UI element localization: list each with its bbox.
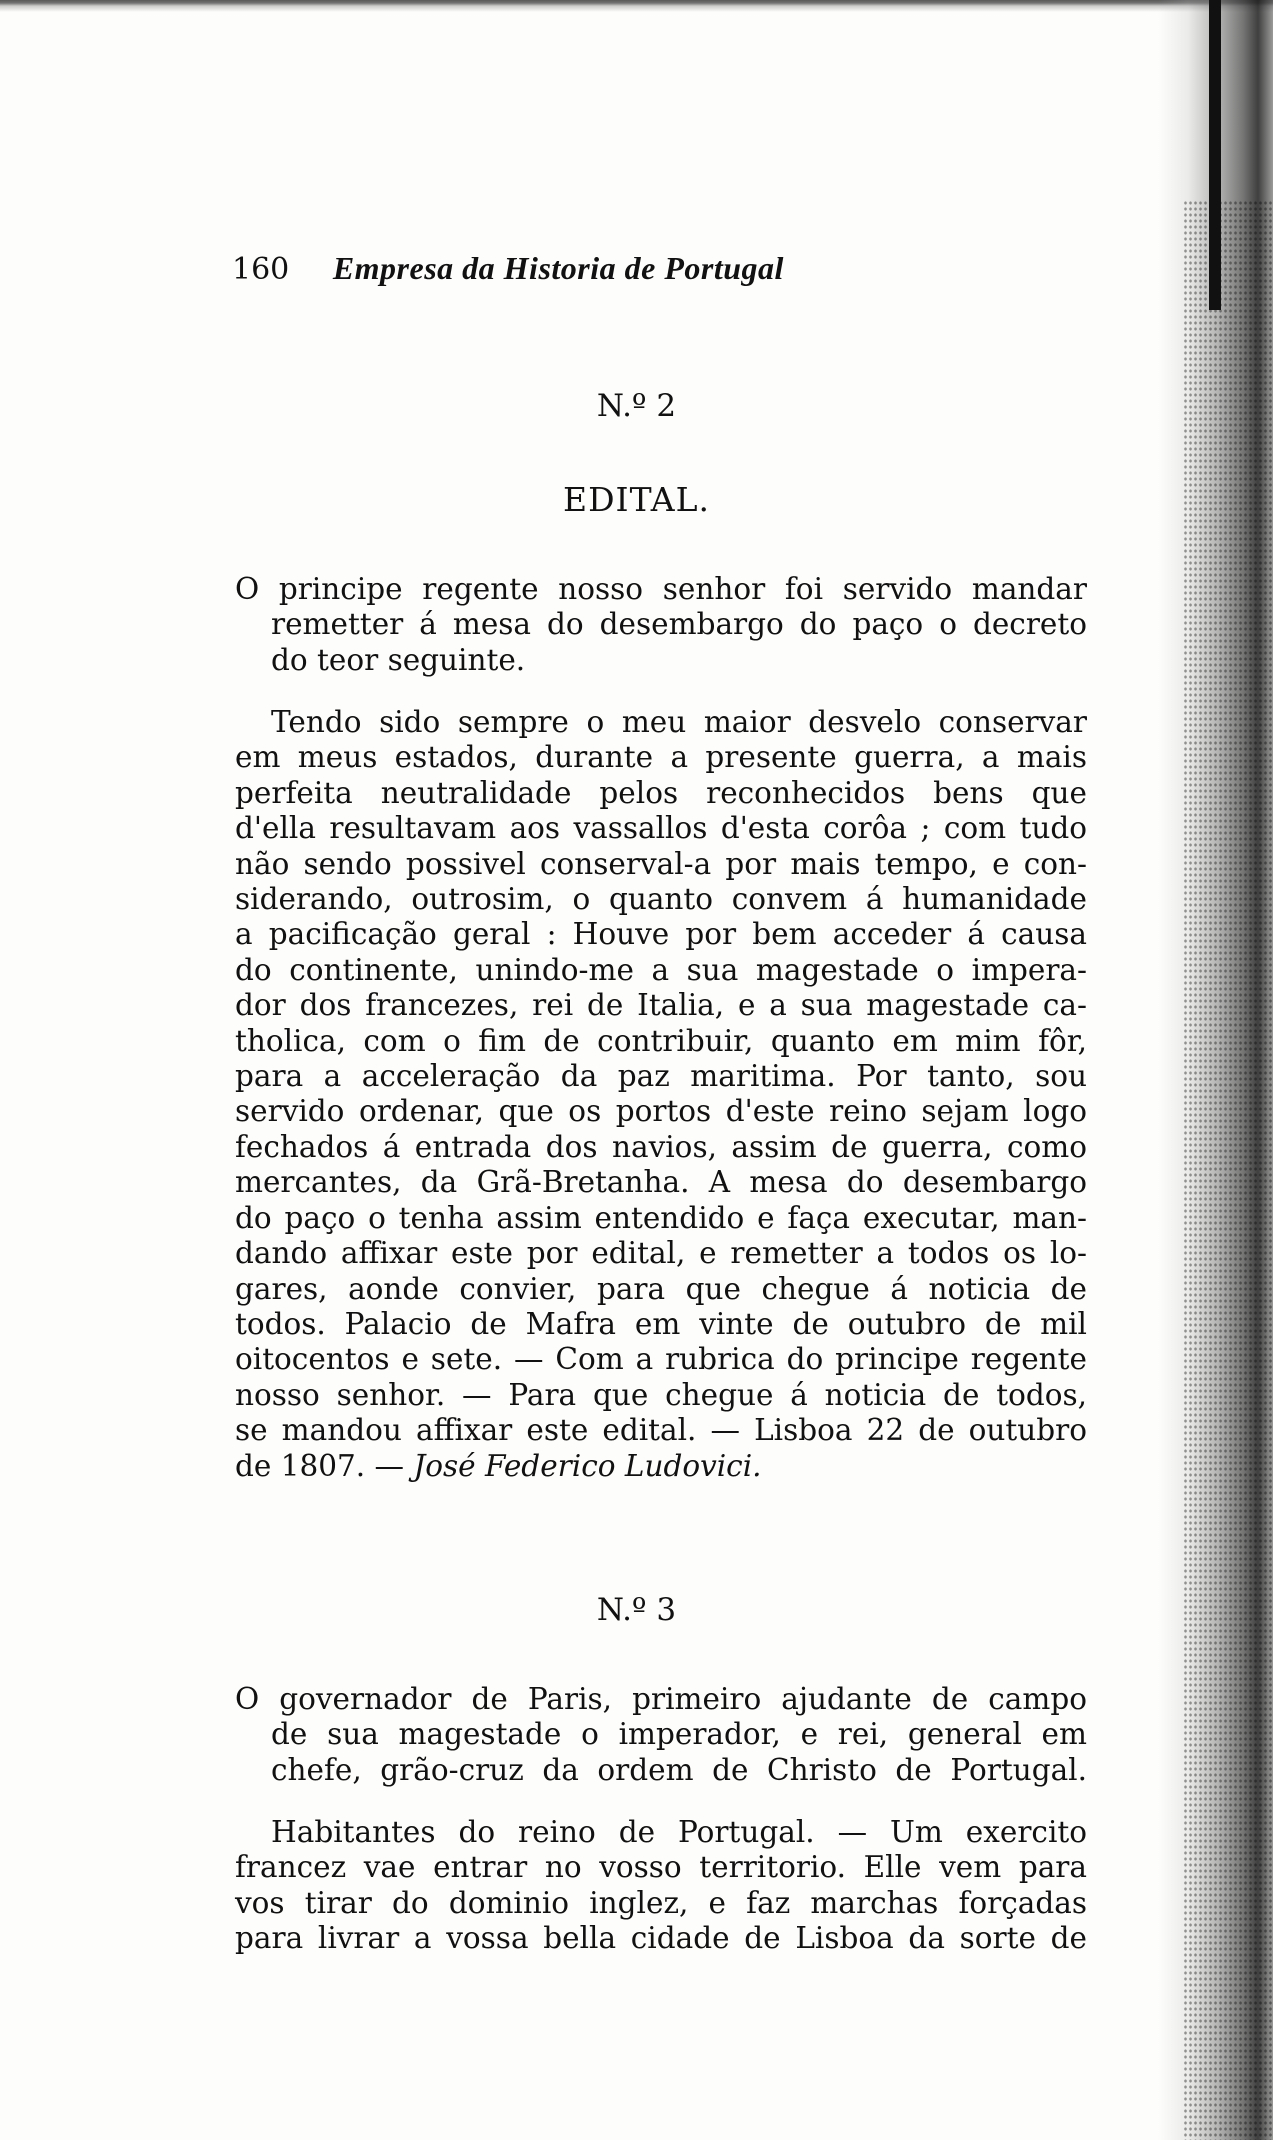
doc2-body-line: mercantes, da Grã-Bretanha. A mesa do desembargo bbox=[235, 1165, 1087, 1200]
document-number-2: N.º 2 bbox=[596, 388, 677, 424]
doc2-signature: José Federico Ludovici. bbox=[413, 1448, 762, 1483]
doc2-body-line: servido ordenar, que os portos d'este reino sejam logo bbox=[235, 1094, 1087, 1129]
doc2-body-line: do paço o tenha assim entendido e faça executar, man- bbox=[235, 1200, 1087, 1235]
doc3-body-line: Habitantes do reino de Portugal. — Um exercito bbox=[271, 1815, 1087, 1849]
doc2-intro-line: do teor seguinte. bbox=[271, 642, 526, 677]
doc2-body-line: a pacificação geral : Houve por bem acceder á causa bbox=[235, 917, 1087, 952]
page-number: 160 bbox=[232, 252, 290, 287]
doc3-body-line: vos tirar do dominio inglez, e faz marchas forçadas bbox=[235, 1885, 1087, 1920]
doc2-body-line: Tendo sido sempre o meu maior desvelo conservar bbox=[271, 705, 1087, 739]
doc2-body-line: não sendo possivel conserval-a por mais tempo, e con- bbox=[235, 846, 1087, 881]
doc2-body-line: gares, aonde convier, para que chegue á noticia de bbox=[235, 1271, 1087, 1306]
running-header bbox=[232, 250, 784, 287]
doc2-closing-line bbox=[235, 1449, 1087, 1484]
doc3-proclamation-body bbox=[235, 1815, 1087, 1957]
doc3-body-line: para livrar a vossa bella cidade de Lisboa da sorte de bbox=[235, 1921, 1087, 1956]
page-top-edge bbox=[0, 0, 1273, 12]
doc2-date-prefix: de 1807. — bbox=[235, 1448, 414, 1483]
edital-heading: EDITAL. bbox=[562, 480, 711, 519]
doc2-body-line: do continente, unindo-me a sua magestade o impera- bbox=[235, 952, 1087, 987]
binding-edge-line bbox=[1209, 0, 1221, 310]
doc2-body-line: dor dos francezes, rei de Italia, e a sua magestade ca- bbox=[235, 988, 1087, 1023]
document-number-3: N.º 3 bbox=[596, 1592, 677, 1628]
doc2-body-line: fechados á entrada dos navios, assim de guerra, como bbox=[235, 1129, 1087, 1164]
doc2-body-line: perfeita neutralidade pelos reconhecidos bens que bbox=[235, 775, 1087, 810]
doc2-intro-line: O principe regente nosso senhor foi servido mandar bbox=[235, 572, 1087, 606]
doc2-body-line: siderando, outrosim, o quanto convem á humanidade bbox=[235, 882, 1087, 917]
doc2-body-line: dando affixar este por edital, e remetter a todos os lo- bbox=[235, 1236, 1087, 1271]
doc3-intro-line: chefe, grão-cruz da ordem de Christo de Portugal. bbox=[271, 1752, 1087, 1787]
doc2-body-line: oitocentos e sete. — Com a rubrica do principe regente bbox=[235, 1342, 1087, 1377]
doc2-decree-body bbox=[235, 705, 1087, 1484]
doc2-body-line: se mandou affixar este edital. — Lisboa 22 de outubro bbox=[235, 1413, 1087, 1448]
doc3-body-line: francez vae entrar no vosso territorio. Elle vem para bbox=[235, 1850, 1087, 1885]
doc2-body-line: nosso senhor. — Para que chegue á noticia de todos, bbox=[235, 1377, 1087, 1412]
doc2-intro-line: remetter á mesa do desembargo do paço o decreto bbox=[271, 607, 1087, 642]
doc2-intro bbox=[235, 572, 1087, 678]
doc3-intro-line: O governador de Paris, primeiro ajudante de campo bbox=[235, 1682, 1087, 1716]
running-title: Empresa da Historia de Portugal bbox=[332, 250, 784, 286]
doc2-body-line: d'ella resultavam aos vassallos d'esta corôa ; com tudo bbox=[235, 811, 1087, 846]
doc2-body-line: para a acceleração da paz maritima. Por tanto, sou bbox=[235, 1059, 1087, 1094]
doc2-body-line: tholica, com o fim de contribuir, quanto em mim fôr, bbox=[235, 1023, 1087, 1058]
doc3-intro-line: de sua magestade o imperador, e rei, general em bbox=[271, 1717, 1087, 1752]
doc2-body-line: em meus estados, durante a presente guerra, a mais bbox=[235, 740, 1087, 775]
doc3-intro bbox=[235, 1682, 1087, 1788]
doc2-body-line: todos. Palacio de Mafra em vinte de outubro de mil bbox=[235, 1306, 1087, 1341]
